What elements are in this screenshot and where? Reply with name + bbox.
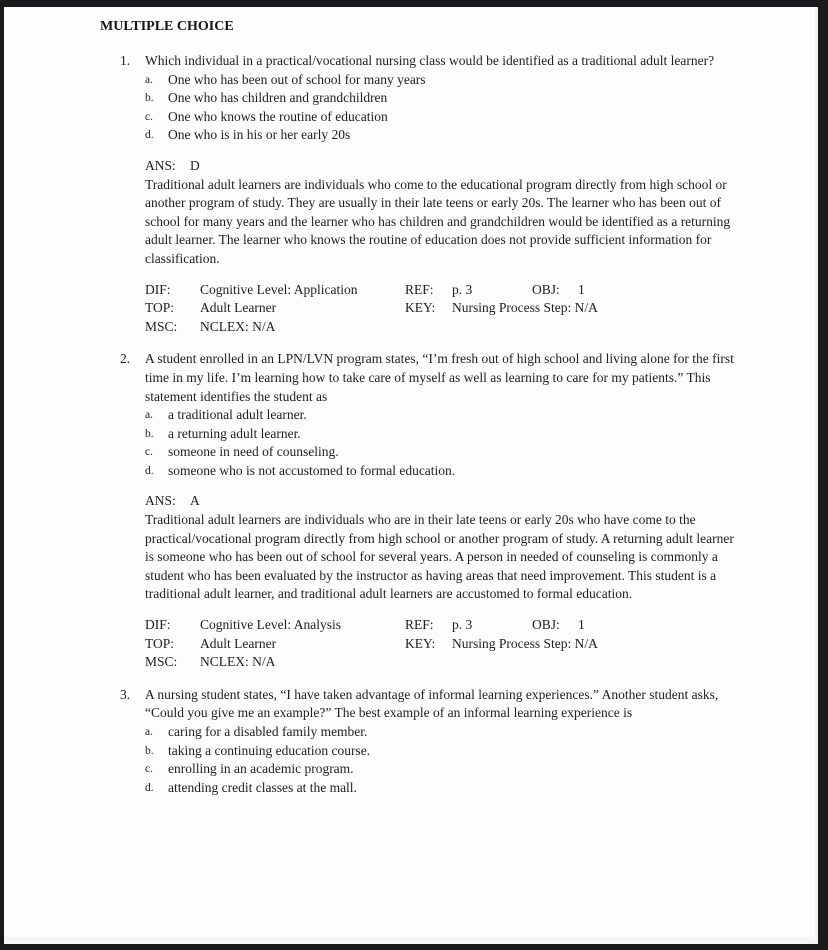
dif-label: DIF: — [145, 281, 171, 297]
question-row — [100, 52, 795, 145]
answer-option — [145, 779, 745, 798]
question-row — [100, 686, 795, 798]
option-text: One who has been out of school for many years — [168, 71, 426, 87]
msc-label: MSC: — [145, 318, 178, 334]
question-number: 3. — [120, 686, 131, 702]
top-label: TOP: — [145, 300, 175, 316]
dif-value: Cognitive Level: Application — [200, 281, 358, 297]
obj-label: OBJ: — [532, 281, 560, 297]
option-text: One who is in his or her early 20s — [168, 127, 351, 143]
answer-option — [145, 71, 745, 90]
answer-value: D — [190, 157, 200, 173]
key-value: Nursing Process Step: N/A — [452, 635, 598, 651]
question-block-1 — [100, 52, 795, 336]
rationale-text: Traditional adult learners are individuals who are in their late teens or early 20s who have come to the practical/vocational program directly from high school or another program of study. A returning adult learner is someone who has been out of school for several years. A person in needed of counseling is commonly a student who has been evaluated by the instructor as having areas that need improvement. This student is a traditional adult learner, and traditional adult learners are accustomed to formal education. — [145, 512, 734, 602]
ref-value: p. 3 — [452, 281, 473, 297]
option-letter: a. — [145, 73, 153, 86]
section-heading: MULTIPLE CHOICE — [100, 19, 234, 34]
option-letter: b. — [145, 427, 154, 440]
answer-option — [145, 126, 745, 145]
question-stem: A nursing student states, “I have taken advantage of informal learning experiences.” Another student asks, “Could you give me an example?” The best example of an informal learning experience is — [145, 686, 719, 721]
answer-label: ANS: — [145, 157, 176, 173]
rationale-text: Traditional adult learners are individuals who come to the educational program directly from high school or another program of study. They are usually in their late teens or early 20s. The learner who has been out of school for many years and the learner who has children and grandchildren would be identified as a returning adult learner. The learner who knows the routine of education does not provide sufficient information for classification. — [145, 176, 731, 266]
option-text: a traditional adult learner. — [168, 407, 307, 423]
answer-label: ANS: — [145, 493, 176, 509]
msc-label: MSC: — [145, 654, 178, 670]
dif-label: DIF: — [145, 617, 171, 633]
answer-option — [145, 89, 745, 108]
answer-option — [145, 723, 745, 742]
answer-line — [145, 492, 745, 511]
answer-option — [145, 443, 745, 462]
question-stem: Which individual in a practical/vocational nursing class would be identified as a traditional adult learner? — [145, 53, 715, 68]
question-number: 1. — [120, 53, 131, 68]
question-body — [145, 52, 745, 145]
option-text: enrolling in an academic program. — [168, 761, 354, 777]
msc-value: NCLEX: N/A — [200, 318, 276, 334]
answer-option — [145, 108, 745, 127]
answer-value: A — [190, 493, 200, 509]
question-block-2 — [100, 350, 795, 672]
option-text: taking a continuing education course. — [168, 742, 371, 758]
option-text: One who has children and grandchildren — [168, 90, 388, 106]
obj-label: OBJ: — [532, 617, 560, 633]
option-text: someone in need of counseling. — [168, 444, 339, 460]
option-text: One who knows the routine of education — [168, 108, 388, 124]
answer-option — [145, 425, 745, 444]
option-text: someone who is not accustomed to formal education. — [168, 462, 456, 478]
key-value: Nursing Process Step: N/A — [452, 300, 598, 316]
option-letter: b. — [145, 744, 154, 757]
option-letter: c. — [145, 446, 153, 459]
option-text: attending credit classes at the mall. — [168, 779, 357, 795]
document-page — [4, 7, 818, 944]
ref-value: p. 3 — [452, 617, 473, 633]
question-row — [100, 350, 795, 480]
option-letter: b. — [145, 92, 154, 105]
option-letter: d. — [145, 781, 154, 794]
answer-section — [145, 492, 745, 604]
msc-value: NCLEX: N/A — [200, 654, 276, 670]
answer-option — [145, 760, 745, 779]
question-metadata — [145, 281, 795, 337]
top-label: TOP: — [145, 635, 175, 651]
option-letter: d. — [145, 129, 154, 142]
option-letter: a. — [145, 409, 153, 422]
question-number: 2. — [120, 351, 131, 367]
ref-label: REF: — [405, 617, 434, 633]
question-body — [145, 350, 745, 480]
question-block-3 — [100, 686, 795, 798]
ref-label: REF: — [405, 281, 434, 297]
question-stem: A student enrolled in an LPN/LVN program states, “I’m fresh out of high school and living alone for the first time in my life. I’m learning how to take care of myself as well as learning to care for my patients.” This statement identifies the student as — [145, 351, 734, 404]
option-text: caring for a disabled family member. — [168, 724, 368, 739]
option-letter: c. — [145, 763, 153, 776]
answer-option — [145, 742, 745, 761]
option-letter: d. — [145, 464, 154, 477]
answer-option — [145, 462, 745, 481]
document-content — [4, 7, 815, 797]
key-label: KEY: — [405, 300, 436, 316]
question-metadata — [145, 616, 795, 672]
answer-option — [145, 406, 745, 425]
obj-value: 1 — [578, 617, 585, 633]
option-text: a returning adult learner. — [168, 425, 301, 441]
dif-value: Cognitive Level: Analysis — [200, 617, 341, 633]
answer-section — [145, 157, 745, 269]
top-value: Adult Learner — [200, 635, 277, 651]
answer-line — [145, 157, 745, 176]
key-label: KEY: — [405, 635, 436, 651]
question-body — [145, 686, 745, 798]
top-value: Adult Learner — [200, 300, 277, 316]
option-letter: c. — [145, 110, 153, 123]
obj-value: 1 — [578, 281, 585, 297]
option-letter: a. — [145, 726, 153, 738]
